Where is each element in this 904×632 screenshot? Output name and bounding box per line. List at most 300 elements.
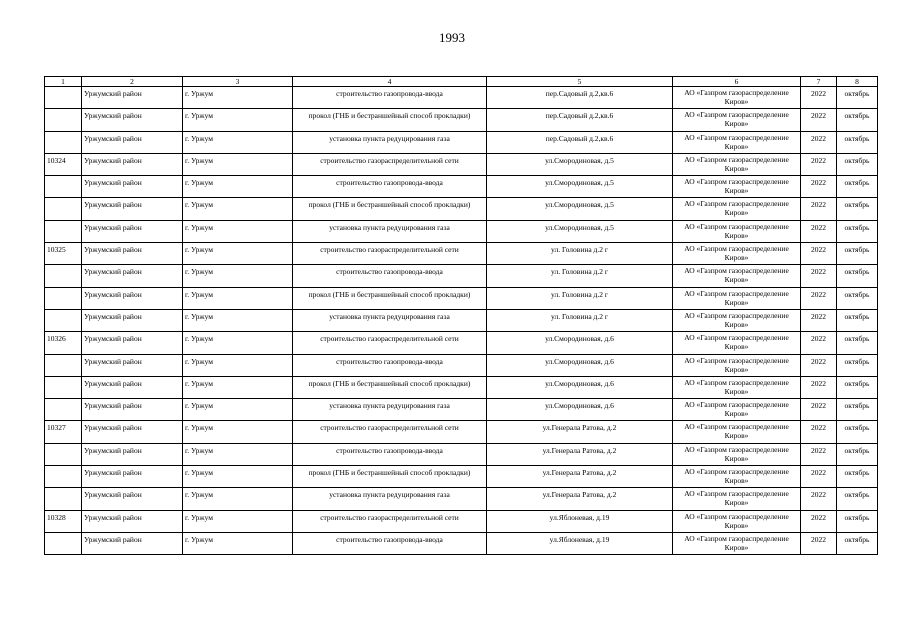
month-cell-text: октябрь	[844, 155, 870, 165]
district-cell-text: Уржумский район	[84, 445, 142, 455]
organization-cell	[673, 109, 801, 131]
organization-cell-text: АО «Газпром газораспределение Киров»	[684, 199, 789, 218]
city-cell-text: г. Уржум	[185, 378, 213, 388]
table-body	[45, 87, 878, 555]
organization-cell	[673, 198, 801, 220]
year-cell	[801, 466, 837, 488]
organization-cell	[673, 153, 801, 175]
work-type-cell	[293, 532, 487, 554]
month-cell-text: октябрь	[844, 245, 870, 255]
work-type-cell-text: прокол (ГНБ и бестраншейный способ прокладки)	[308, 111, 471, 121]
city-cell	[183, 332, 293, 354]
organization-cell	[673, 131, 801, 153]
month-cell-text: октябрь	[844, 378, 870, 388]
row-id	[45, 87, 82, 109]
year-cell-text: 2022	[811, 334, 826, 344]
organization-cell-text: АО «Газпром газораспределение Киров»	[684, 177, 789, 196]
city-cell	[183, 220, 293, 242]
row-id-text	[47, 221, 79, 223]
row-id-text	[47, 444, 79, 446]
work-type-cell	[293, 488, 487, 510]
row-id-text	[47, 198, 79, 200]
row-id	[45, 131, 82, 153]
work-type-cell	[293, 421, 487, 443]
district-cell	[82, 309, 183, 331]
address-cell-text: ул.Смородиновая, д.6	[545, 401, 614, 411]
organization-cell-text: АО «Газпром газораспределение Киров»	[684, 310, 789, 329]
address-cell-text: ул. Головина д.2 г	[551, 267, 608, 277]
month-cell	[837, 131, 878, 153]
address-cell	[487, 309, 673, 331]
year-cell-text: 2022	[811, 89, 826, 98]
organization-cell	[673, 220, 801, 242]
work-type-cell	[293, 220, 487, 242]
organization-cell-text: АО «Газпром газораспределение Киров»	[684, 355, 789, 374]
organization-cell	[673, 243, 801, 265]
work-type-cell	[293, 131, 487, 153]
city-cell-text: г. Уржум	[185, 401, 213, 411]
address-cell	[487, 421, 673, 443]
row-id-text: 10325	[47, 245, 66, 255]
month-cell-text: октябрь	[844, 133, 870, 143]
city-cell	[183, 309, 293, 331]
work-type-cell-text: установка пункта редуцирования газа	[329, 490, 450, 500]
month-cell	[837, 354, 878, 376]
district-cell	[82, 354, 183, 376]
city-cell-text: г. Уржум	[185, 89, 213, 98]
row-id	[45, 265, 82, 287]
month-cell-text: октябрь	[844, 490, 870, 500]
organization-cell	[673, 309, 801, 331]
address-cell-text: ул.Смородиновая, д.6	[545, 334, 614, 344]
city-cell-text: г. Уржум	[185, 356, 213, 366]
month-cell-text: октябрь	[844, 89, 870, 98]
address-cell-text: ул. Головина д.2 г	[551, 245, 608, 255]
work-type-cell	[293, 176, 487, 198]
row-id-text	[47, 109, 79, 111]
organization-cell-text: АО «Газпром газораспределение Киров»	[684, 288, 789, 307]
month-cell-text: октябрь	[844, 423, 870, 433]
month-cell-text: октябрь	[844, 222, 870, 232]
organization-cell-text: АО «Газпром газораспределение Киров»	[684, 377, 789, 396]
address-cell-text: ул.Смородиновая, д.6	[545, 378, 614, 388]
row-id	[45, 109, 82, 131]
month-cell	[837, 243, 878, 265]
district-cell-text: Уржумский район	[84, 178, 142, 188]
organization-cell	[673, 532, 801, 554]
work-type-cell-text: установка пункта редуцирования газа	[329, 222, 450, 232]
month-cell	[837, 220, 878, 242]
work-type-cell	[293, 309, 487, 331]
organization-cell	[673, 399, 801, 421]
row-id-text	[47, 399, 79, 401]
work-type-cell-text: строительство газораспределительной сети	[320, 512, 459, 522]
month-cell-text: октябрь	[844, 289, 870, 299]
district-cell-text: Уржумский район	[84, 222, 142, 232]
year-cell-text: 2022	[811, 222, 826, 232]
table-row	[45, 466, 878, 488]
district-cell	[82, 332, 183, 354]
row-id	[45, 466, 82, 488]
work-type-cell	[293, 376, 487, 398]
organization-cell-text: АО «Газпром газораспределение Киров»	[684, 154, 789, 173]
year-cell-text: 2022	[811, 378, 826, 388]
district-cell	[82, 532, 183, 554]
city-cell	[183, 488, 293, 510]
district-cell-text: Уржумский район	[84, 356, 142, 366]
address-cell	[487, 176, 673, 198]
address-cell-text: ул.Смородиновая, д.6	[545, 356, 614, 366]
year-cell-text: 2022	[811, 178, 826, 188]
work-type-cell	[293, 443, 487, 465]
table-row	[45, 488, 878, 510]
organization-cell-text: АО «Газпром газораспределение Киров»	[684, 244, 789, 263]
address-cell-text: ул.Генерала Ратова, д.2	[542, 490, 617, 500]
year-cell	[801, 443, 837, 465]
page-number: 1993	[439, 30, 465, 45]
city-cell-text: г. Уржум	[185, 178, 213, 188]
month-cell	[837, 176, 878, 198]
work-type-cell-text: прокол (ГНБ и бестраншейный способ прокладки)	[308, 378, 471, 388]
organization-cell-text: АО «Газпром газораспределение Киров»	[684, 511, 789, 530]
year-cell-text: 2022	[811, 289, 826, 299]
address-cell	[487, 443, 673, 465]
organization-cell	[673, 354, 801, 376]
table-row	[45, 510, 878, 532]
table-row	[45, 87, 878, 109]
column-header: 4	[293, 77, 487, 87]
district-cell-text: Уржумский район	[84, 378, 142, 388]
organization-cell	[673, 265, 801, 287]
city-cell-text: г. Уржум	[185, 445, 213, 455]
row-id-text	[47, 310, 79, 312]
year-cell-text: 2022	[811, 512, 826, 522]
city-cell-text: г. Уржум	[185, 512, 213, 522]
address-cell-text: пер.Садовый д.2,кв.6	[545, 133, 614, 143]
city-cell-text: г. Уржум	[185, 534, 213, 544]
address-cell	[487, 220, 673, 242]
city-cell-text: г. Уржум	[185, 111, 213, 121]
table-row	[45, 198, 878, 220]
year-cell-text: 2022	[811, 401, 826, 411]
city-cell-text: г. Уржум	[185, 311, 213, 321]
month-cell-text: октябрь	[844, 534, 870, 544]
address-cell-text: пер.Садовый д.2,кв.6	[545, 111, 614, 121]
row-id	[45, 488, 82, 510]
table-row	[45, 287, 878, 309]
work-type-cell	[293, 510, 487, 532]
month-cell	[837, 309, 878, 331]
district-cell	[82, 243, 183, 265]
work-type-cell-text: прокол (ГНБ и бестраншейный способ прокладки)	[308, 200, 471, 210]
city-cell-text: г. Уржум	[185, 222, 213, 232]
address-cell	[487, 510, 673, 532]
organization-cell-text: АО «Газпром газораспределение Киров»	[684, 221, 789, 240]
column-header: 3	[183, 77, 293, 87]
month-cell-text: октябрь	[844, 178, 870, 188]
row-id	[45, 399, 82, 421]
city-cell	[183, 532, 293, 554]
year-cell-text: 2022	[811, 111, 826, 121]
row-id-text	[47, 176, 79, 178]
year-cell	[801, 131, 837, 153]
work-type-cell	[293, 198, 487, 220]
table-row	[45, 220, 878, 242]
address-cell	[487, 287, 673, 309]
district-cell-text: Уржумский район	[84, 311, 142, 321]
row-id-text: 10324	[47, 155, 66, 165]
year-cell	[801, 421, 837, 443]
work-type-cell-text: строительство газопровода-ввода	[336, 356, 443, 366]
city-cell-text: г. Уржум	[185, 289, 213, 299]
year-cell-text: 2022	[811, 468, 826, 478]
city-cell	[183, 376, 293, 398]
district-cell-text: Уржумский район	[84, 89, 142, 98]
year-cell-text: 2022	[811, 423, 826, 433]
year-cell	[801, 87, 837, 109]
row-id	[45, 287, 82, 309]
district-cell-text: Уржумский район	[84, 401, 142, 411]
month-cell-text: октябрь	[844, 267, 870, 277]
row-id-text	[47, 288, 79, 290]
year-cell-text: 2022	[811, 534, 826, 544]
row-id	[45, 153, 82, 175]
column-header: 8	[837, 77, 878, 87]
address-cell-text: ул.Яблоневая, д.19	[549, 534, 610, 544]
work-type-cell	[293, 265, 487, 287]
address-cell	[487, 354, 673, 376]
year-cell	[801, 376, 837, 398]
work-type-cell-text: установка пункта редуцирования газа	[329, 401, 450, 411]
address-cell-text: ул.Смородиновая, д.5	[545, 155, 614, 165]
city-cell	[183, 153, 293, 175]
work-type-cell-text: строительство газопровода-ввода	[336, 89, 443, 98]
city-cell	[183, 131, 293, 153]
year-cell-text: 2022	[811, 356, 826, 366]
month-cell	[837, 153, 878, 175]
column-header: 5	[487, 77, 673, 87]
year-cell	[801, 287, 837, 309]
year-cell	[801, 220, 837, 242]
address-cell	[487, 131, 673, 153]
table-row	[45, 243, 878, 265]
organization-cell-text: АО «Газпром газораспределение Киров»	[684, 88, 789, 106]
address-cell	[487, 87, 673, 109]
organization-cell-text: АО «Газпром газораспределение Киров»	[684, 533, 789, 552]
year-cell	[801, 332, 837, 354]
district-cell-text: Уржумский район	[84, 534, 142, 544]
year-cell	[801, 109, 837, 131]
city-cell-text: г. Уржум	[185, 200, 213, 210]
address-cell-text: ул. Головина д.2 г	[551, 311, 608, 321]
row-id-text	[47, 132, 79, 134]
work-type-cell	[293, 109, 487, 131]
work-type-cell-text: строительство газораспределительной сети	[320, 155, 459, 165]
city-cell	[183, 443, 293, 465]
organization-cell-text: АО «Газпром газораспределение Киров»	[684, 444, 789, 463]
month-cell-text: октябрь	[844, 401, 870, 411]
district-cell	[82, 109, 183, 131]
city-cell	[183, 87, 293, 109]
city-cell	[183, 421, 293, 443]
address-cell	[487, 109, 673, 131]
organization-cell	[673, 87, 801, 109]
address-cell	[487, 153, 673, 175]
organization-cell-text: АО «Газпром газораспределение Киров»	[684, 422, 789, 441]
year-cell	[801, 265, 837, 287]
district-cell	[82, 198, 183, 220]
work-type-cell	[293, 354, 487, 376]
row-id	[45, 354, 82, 376]
district-cell	[82, 131, 183, 153]
month-cell	[837, 466, 878, 488]
address-cell-text: ул.Генерала Ратова, д.2	[542, 445, 617, 455]
table-row	[45, 354, 878, 376]
year-cell	[801, 198, 837, 220]
year-cell	[801, 153, 837, 175]
table-row	[45, 332, 878, 354]
month-cell-text: октябрь	[844, 356, 870, 366]
address-cell-text: ул.Смородиновая, д.5	[545, 222, 614, 232]
address-cell	[487, 243, 673, 265]
city-cell-text: г. Уржум	[185, 490, 213, 500]
district-cell	[82, 153, 183, 175]
table-row	[45, 443, 878, 465]
district-cell	[82, 421, 183, 443]
district-cell-text: Уржумский район	[84, 111, 142, 121]
address-cell-text: ул.Генерала Ратова, д.2	[542, 468, 617, 478]
month-cell-text: октябрь	[844, 200, 870, 210]
organization-cell-text: АО «Газпром газораспределение Киров»	[684, 333, 789, 352]
district-cell	[82, 510, 183, 532]
district-cell	[82, 399, 183, 421]
organization-cell-text: АО «Газпром газораспределение Киров»	[684, 400, 789, 419]
year-cell-text: 2022	[811, 133, 826, 143]
month-cell	[837, 198, 878, 220]
row-id	[45, 243, 82, 265]
table-row	[45, 309, 878, 331]
district-cell-text: Уржумский район	[84, 133, 142, 143]
city-cell-text: г. Уржум	[185, 423, 213, 433]
district-cell-text: Уржумский район	[84, 155, 142, 165]
organization-cell	[673, 332, 801, 354]
table-row	[45, 109, 878, 131]
row-id-text: 10326	[47, 334, 66, 344]
month-cell	[837, 109, 878, 131]
district-cell-text: Уржумский район	[84, 289, 142, 299]
column-header: 7	[801, 77, 837, 87]
city-cell	[183, 109, 293, 131]
organization-cell	[673, 488, 801, 510]
year-cell	[801, 176, 837, 198]
table-row	[45, 265, 878, 287]
address-cell	[487, 399, 673, 421]
organization-cell	[673, 443, 801, 465]
address-cell	[487, 488, 673, 510]
table-row	[45, 131, 878, 153]
table-row	[45, 399, 878, 421]
month-cell	[837, 265, 878, 287]
month-cell	[837, 532, 878, 554]
organization-cell-text: АО «Газпром газораспределение Киров»	[684, 132, 789, 151]
row-id-text	[47, 87, 79, 89]
table-row	[45, 153, 878, 175]
row-id-text	[47, 466, 79, 468]
row-id-text	[47, 265, 79, 267]
month-cell	[837, 376, 878, 398]
work-type-cell	[293, 153, 487, 175]
year-cell-text: 2022	[811, 245, 826, 255]
year-cell-text: 2022	[811, 490, 826, 500]
address-cell-text: пер.Садовый д.2,кв.6	[545, 89, 614, 98]
month-cell	[837, 443, 878, 465]
district-cell	[82, 176, 183, 198]
organization-cell-text: АО «Газпром газораспределение Киров»	[684, 266, 789, 285]
organization-cell	[673, 510, 801, 532]
district-cell	[82, 87, 183, 109]
table-row	[45, 532, 878, 554]
month-cell	[837, 510, 878, 532]
row-id-text	[47, 488, 79, 490]
district-cell-text: Уржумский район	[84, 512, 142, 522]
district-cell	[82, 488, 183, 510]
row-id	[45, 332, 82, 354]
row-id	[45, 421, 82, 443]
address-cell	[487, 332, 673, 354]
district-cell-text: Уржумский район	[84, 490, 142, 500]
city-cell	[183, 243, 293, 265]
organization-cell	[673, 287, 801, 309]
row-id-text	[47, 533, 79, 535]
district-cell-text: Уржумский район	[84, 334, 142, 344]
table-header-row	[45, 77, 878, 87]
work-type-cell	[293, 466, 487, 488]
year-cell-text: 2022	[811, 200, 826, 210]
district-cell	[82, 466, 183, 488]
work-type-cell	[293, 399, 487, 421]
table-row	[45, 421, 878, 443]
year-cell-text: 2022	[811, 311, 826, 321]
district-cell-text: Уржумский район	[84, 200, 142, 210]
work-type-cell-text: строительство газопровода-ввода	[336, 178, 443, 188]
work-type-cell	[293, 243, 487, 265]
year-cell	[801, 243, 837, 265]
city-cell	[183, 287, 293, 309]
city-cell	[183, 466, 293, 488]
city-cell-text: г. Уржум	[185, 267, 213, 277]
year-cell	[801, 354, 837, 376]
month-cell	[837, 287, 878, 309]
organization-cell	[673, 376, 801, 398]
city-cell-text: г. Уржум	[185, 155, 213, 165]
column-header: 2	[82, 77, 183, 87]
work-type-cell	[293, 332, 487, 354]
row-id	[45, 532, 82, 554]
month-cell	[837, 87, 878, 109]
city-cell-text: г. Уржум	[185, 334, 213, 344]
city-cell	[183, 176, 293, 198]
row-id-text: 10328	[47, 512, 66, 522]
month-cell-text: октябрь	[844, 512, 870, 522]
month-cell-text: октябрь	[844, 468, 870, 478]
address-cell	[487, 376, 673, 398]
row-id	[45, 510, 82, 532]
year-cell-text: 2022	[811, 445, 826, 455]
organization-cell	[673, 421, 801, 443]
city-cell	[183, 198, 293, 220]
work-type-cell-text: прокол (ГНБ и бестраншейный способ прокладки)	[308, 468, 471, 478]
district-cell-text: Уржумский район	[84, 245, 142, 255]
